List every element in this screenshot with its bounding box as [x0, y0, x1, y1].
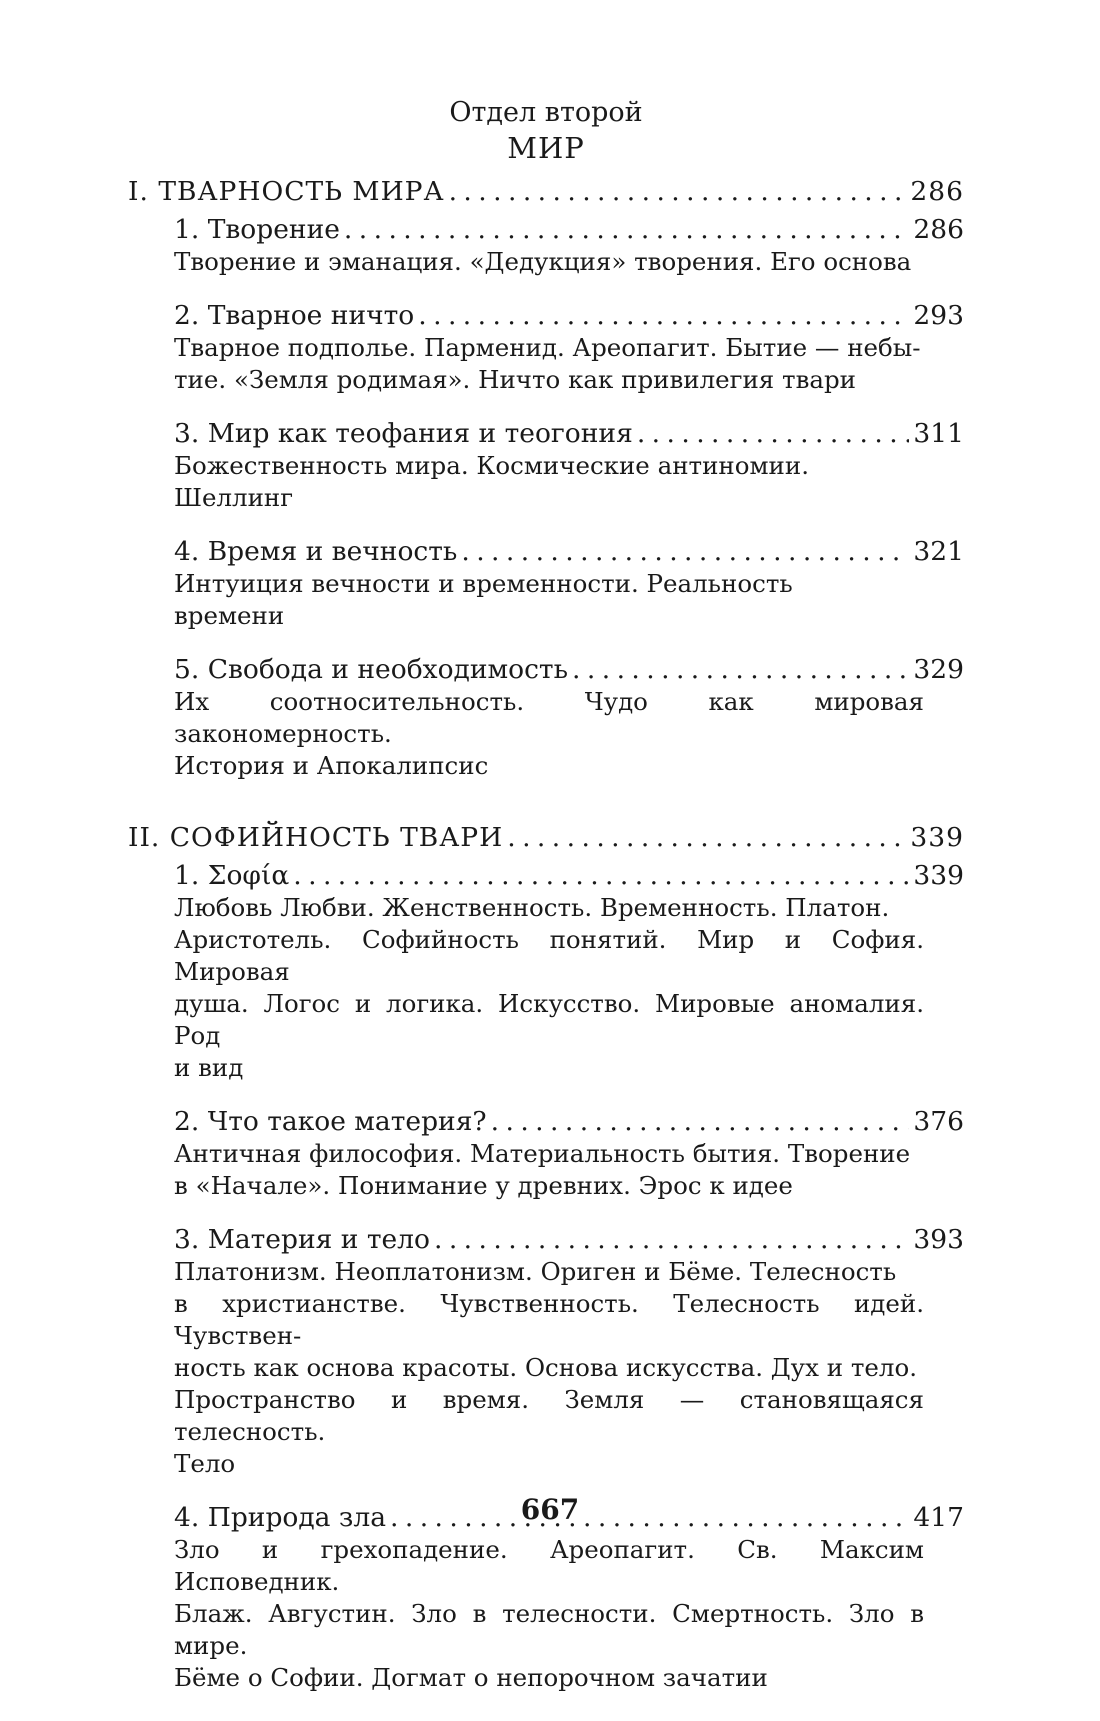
toc-entry [174, 860, 964, 1084]
entry-title: 1. Творение [174, 214, 340, 245]
entry-description-line: времени [174, 601, 285, 630]
dot-leader [449, 176, 907, 208]
part-title: I. ТВАРНОСТЬ МИРА [128, 176, 445, 207]
entry-description-line: Пространство и время. Земля — становящаяся телесность. [174, 1385, 924, 1446]
part-heading [128, 822, 964, 854]
entry-title: 5. Свобода и необходимость [174, 654, 569, 685]
entry-description-line: Зло и грехопадение. Ареопагит. Св. Максим Исповедник. [174, 1535, 924, 1596]
entry-description-line: Античная философия. Материальность бытия. Творение [174, 1139, 911, 1168]
toc-entry [174, 536, 964, 632]
dot-leader [461, 536, 909, 568]
entry-title: 4. Время и вечность [174, 536, 458, 567]
toc-entry [174, 654, 964, 782]
entry-page-number: 286 [913, 214, 964, 245]
dot-leader [434, 1224, 909, 1256]
toc-entry [174, 300, 964, 396]
entry-description-line: Блаж. Августин. Зло в телесности. Смертность. Зло в мире. [174, 1599, 924, 1660]
toc-entry [174, 1502, 964, 1694]
table-of-contents [128, 176, 964, 1694]
dot-leader [491, 1106, 910, 1138]
entry-description-line: Шеллинг [174, 483, 294, 512]
entry-description-line: Их соотносительность. Чудо как мировая закономерность. [174, 687, 924, 748]
entry-description-line: Любовь Любви. Женственность. Временность. Платон. [174, 893, 890, 922]
part-title: II. СОФИЙНОСТЬ ТВАРИ [128, 822, 504, 853]
page-number: 667 [520, 1493, 580, 1526]
part-page-number: 339 [910, 822, 964, 853]
dot-leader [344, 214, 909, 246]
entry-page-number: 339 [913, 860, 964, 891]
entry-description-line: Платонизм. Неоплатонизм. Ориген и Бёме. Телесность [174, 1257, 897, 1286]
division-label: Отдел второй [449, 97, 643, 128]
entry-description-line: Тварное подполье. Парменид. Ареопагит. Бытие — небы- [174, 333, 921, 362]
toc-page [128, 96, 964, 1694]
entry-title: 3. Материя и тело [174, 1224, 430, 1255]
entry-title: 1. Σοφία [174, 860, 290, 891]
entry-page-number: 321 [913, 536, 964, 567]
entry-page-number: 417 [913, 1502, 964, 1533]
entry-description-line: ность как основа красоты. Основа искусства. Дух и тело. [174, 1353, 917, 1382]
entry-description-line: История и Апокалипсис [174, 751, 489, 780]
entry-page-number: 376 [913, 1106, 964, 1137]
dot-leader [572, 654, 909, 686]
entry-description-line: Бёме о Софии. Догмат о непорочном зачатии [174, 1663, 768, 1692]
entry-page-number: 293 [913, 300, 964, 331]
dot-leader [637, 418, 910, 450]
entry-description-line: и вид [174, 1053, 244, 1082]
toc-entry [174, 418, 964, 514]
entry-heading [174, 1106, 964, 1138]
entry-heading [174, 300, 964, 332]
dot-leader [293, 860, 909, 892]
entry-title: 4. Природа зла [174, 1502, 386, 1533]
entry-heading [174, 536, 964, 568]
dot-leader [418, 300, 909, 332]
entry-description-line: Интуиция вечности и временности. Реальность [174, 569, 793, 598]
entry-description-line: Тело [174, 1449, 236, 1478]
division-title: МИР [507, 131, 585, 165]
toc-entry [174, 1224, 964, 1480]
entry-title: 3. Мир как теофания и теогония [174, 418, 633, 449]
dot-leader [507, 822, 906, 854]
entry-heading [174, 418, 964, 450]
entry-description-line: Божественность мира. Космические антиномии. [174, 451, 809, 480]
entry-description-line: душа. Логос и логика. Искусство. Мировые аномалия. Род [174, 989, 924, 1050]
entry-title: 2. Что такое материя? [174, 1106, 487, 1137]
toc-entry [174, 1106, 964, 1202]
part-heading [128, 176, 964, 208]
entry-heading [174, 654, 964, 686]
entry-title: 2. Тварное ничто [174, 300, 415, 331]
entry-heading [174, 1224, 964, 1256]
entry-heading [174, 214, 964, 246]
entry-description-line: Аристотель. Софийность понятий. Мир и София. Мировая [174, 925, 924, 986]
entry-description-line: Творение и эманация. «Дедукция» творения. Его основа [174, 247, 912, 276]
entry-description-line: в христианстве. Чувственность. Телесность идей. Чувствен- [174, 1289, 924, 1350]
part-page-number: 286 [910, 176, 964, 207]
entry-page-number: 393 [913, 1224, 964, 1255]
entry-description-line: в «Начале». Понимание у древних. Эрос к идее [174, 1171, 793, 1200]
entry-heading [174, 860, 964, 892]
entry-page-number: 311 [913, 418, 964, 449]
entry-page-number: 329 [913, 654, 964, 685]
toc-entry [174, 214, 964, 278]
entry-description-line: тие. «Земля родимая». Ничто как привилегия твари [174, 365, 857, 394]
